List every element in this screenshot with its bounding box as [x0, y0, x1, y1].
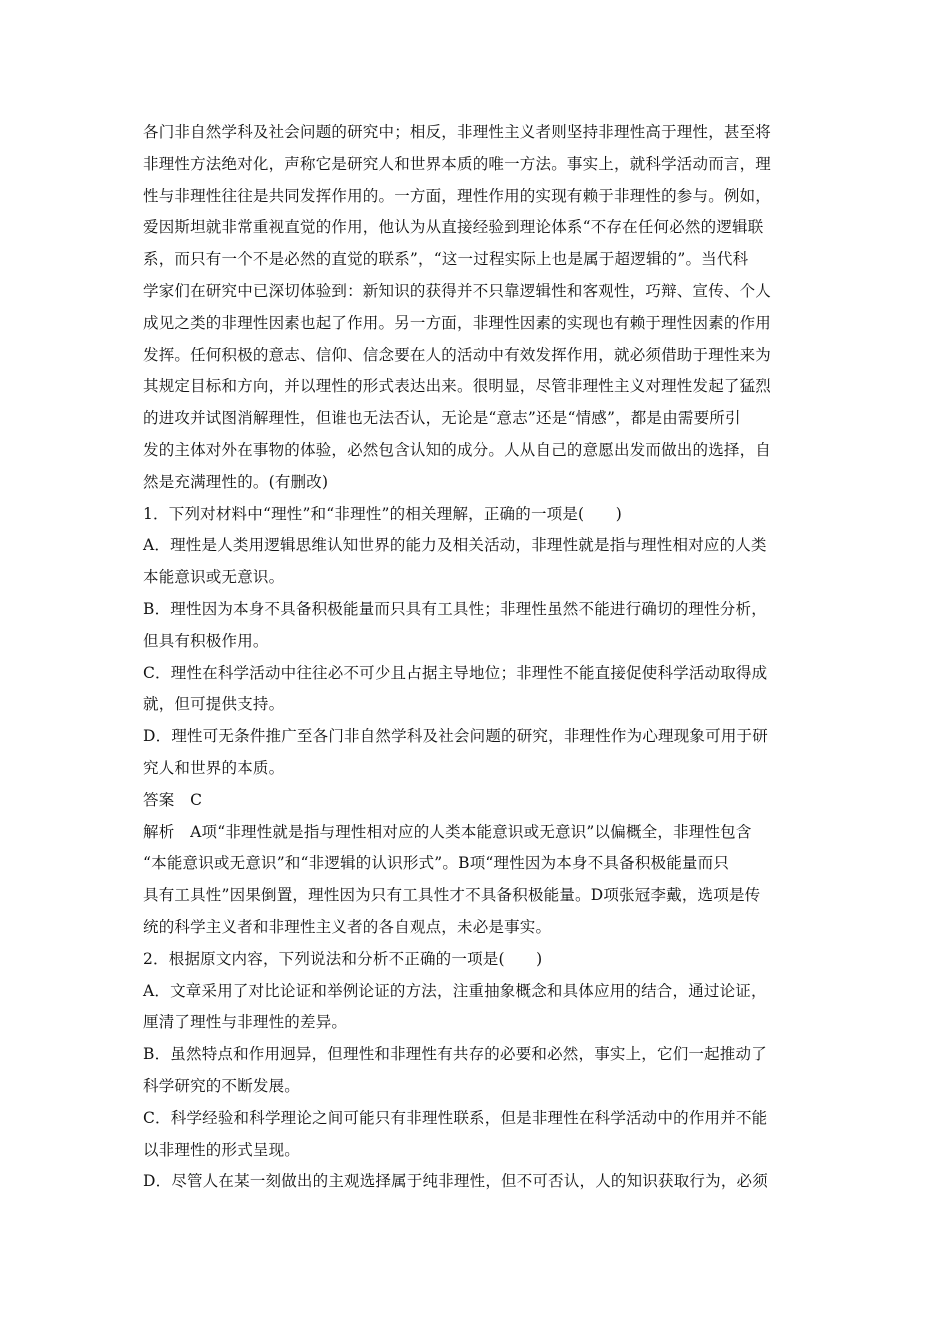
- question-1-option-b: B．理性因为本身不具备积极能量而只具有工具性；非理性虽然不能进行确切的理性分析，: [143, 599, 767, 618]
- question-2-option-c: C．科学经验和科学理论之间可能只有非理性联系，但是非理性在科学活动中的作用并不能: [143, 1108, 768, 1127]
- passage-line: 发的主体对外在事物的体验，必然包含认知的成分。人从自己的意愿出发而做出的选择，自: [143, 440, 772, 459]
- question-1-option-a-cont: 本能意识或无意识。: [143, 568, 285, 587]
- question-1-option-b-cont: 但具有积极作用。: [143, 631, 269, 650]
- passage-line: 非理性方法绝对化，声称它是研究人和世界本质的唯一方法。事实上，就科学活动而言，理: [143, 154, 772, 173]
- passage-line: 然是充满理性的。(有删改): [143, 472, 329, 491]
- passage-line: 其规定目标和方向，并以理性的形式表达出来。很明显，尽管非理性主义对理性发起了猛烈: [143, 377, 772, 396]
- passage-line: 性与非理性往往是共同发挥作用的。一方面，理性作用的实现有赖于非理性的参与。例如，: [143, 186, 772, 205]
- question-2: [143, 944, 815, 1198]
- question-1-option-d-cont: 究人和世界的本质。: [143, 758, 285, 777]
- question-1-analysis: 统的科学主义者和非理性主义者的各自观点，未必是事实。: [143, 917, 552, 936]
- passage-line: 学家们在研究中已深切体验到：新知识的获得并不只靠逻辑性和客观性，巧辩、宣传、个人: [143, 281, 772, 300]
- question-2-option-b-cont: 科学研究的不断发展。: [143, 1076, 301, 1095]
- question-1-analysis: 具有工具性”因果倒置，理性因为只有工具性才不具备积极能量。D项张冠李戴，选项是传: [143, 886, 761, 905]
- passage-line: 发挥。任何积极的意志、信仰、信念要在人的活动中有效发挥作用，就必须借助于理性来为: [143, 345, 772, 364]
- passage-line: 成见之类的非理性因素也起了作用。另一方面，非理性因素的实现也有赖于理性因素的作用: [143, 313, 772, 332]
- question-1-analysis: “本能意识或无意识”和“非逻辑的认识形式”。B项“理性因为本身不具备积极能量而只: [143, 854, 730, 873]
- question-2-option-a: A．文章采用了对比论证和举例论证的方法，注重抽象概念和具体应用的结合，通过论证，: [143, 981, 767, 1000]
- question-2-stem: 2．根据原文内容，下列说法和分析不正确的一项是( ): [143, 949, 543, 968]
- passage-line: 的进攻并试图消解理性，但谁也无法否认，无论是“意志”还是“情感”，都是由需要所引: [143, 409, 741, 428]
- passage-line: 爱因斯坦就非常重视直觉的作用，他认为从直接经验到理论体系“不存在任何必然的逻辑联: [143, 218, 764, 237]
- question-2-option-d: D．尽管人在某一刻做出的主观选择属于纯非理性，但不可否认，人的知识获取行为，必须: [143, 1172, 768, 1191]
- document-body: [143, 117, 815, 1198]
- passage-line: 各门非自然学科及社会问题的研究中；相反，非理性主义者则坚持非理性高于理性，甚至将: [143, 123, 772, 141]
- passage-paragraph: [143, 117, 815, 499]
- question-1: [143, 499, 815, 944]
- question-1-answer: 答案 C: [143, 790, 203, 809]
- question-2-option-a-cont: 厘清了理性与非理性的差异。: [143, 1013, 348, 1032]
- question-1-stem: 1．下列对材料中“理性”和“非理性”的相关理解，正确的一项是( ): [143, 504, 622, 523]
- question-1-analysis: 解析 A项“非理性就是指与理性相对应的人类本能意识或无意识”以偏概全，非理性包含: [143, 822, 752, 841]
- question-2-option-b: B．虽然特点和作用迥异，但理性和非理性有共存的必要和必然，事实上，它们一起推动了: [143, 1045, 767, 1064]
- question-1-option-d: D．理性可无条件推广至各门非自然学科及社会问题的研究，非理性作为心理现象可用于研: [143, 727, 768, 746]
- question-1-option-a: A．理性是人类用逻辑思维认知世界的能力及相关活动，非理性就是指与理性相对应的人类: [143, 536, 767, 555]
- question-1-option-c: C．理性在科学活动中往往必不可少且占据主导地位；非理性不能直接促使科学活动取得成: [143, 663, 768, 682]
- question-2-option-c-cont: 以非理性的形式呈现。: [143, 1140, 301, 1159]
- question-1-option-c-cont: 就，但可提供支持。: [143, 695, 285, 714]
- passage-line: 系，而只有一个不是必然的直觉的联系”，“这一过程实际上也是属于超逻辑的”。当代科: [143, 250, 749, 269]
